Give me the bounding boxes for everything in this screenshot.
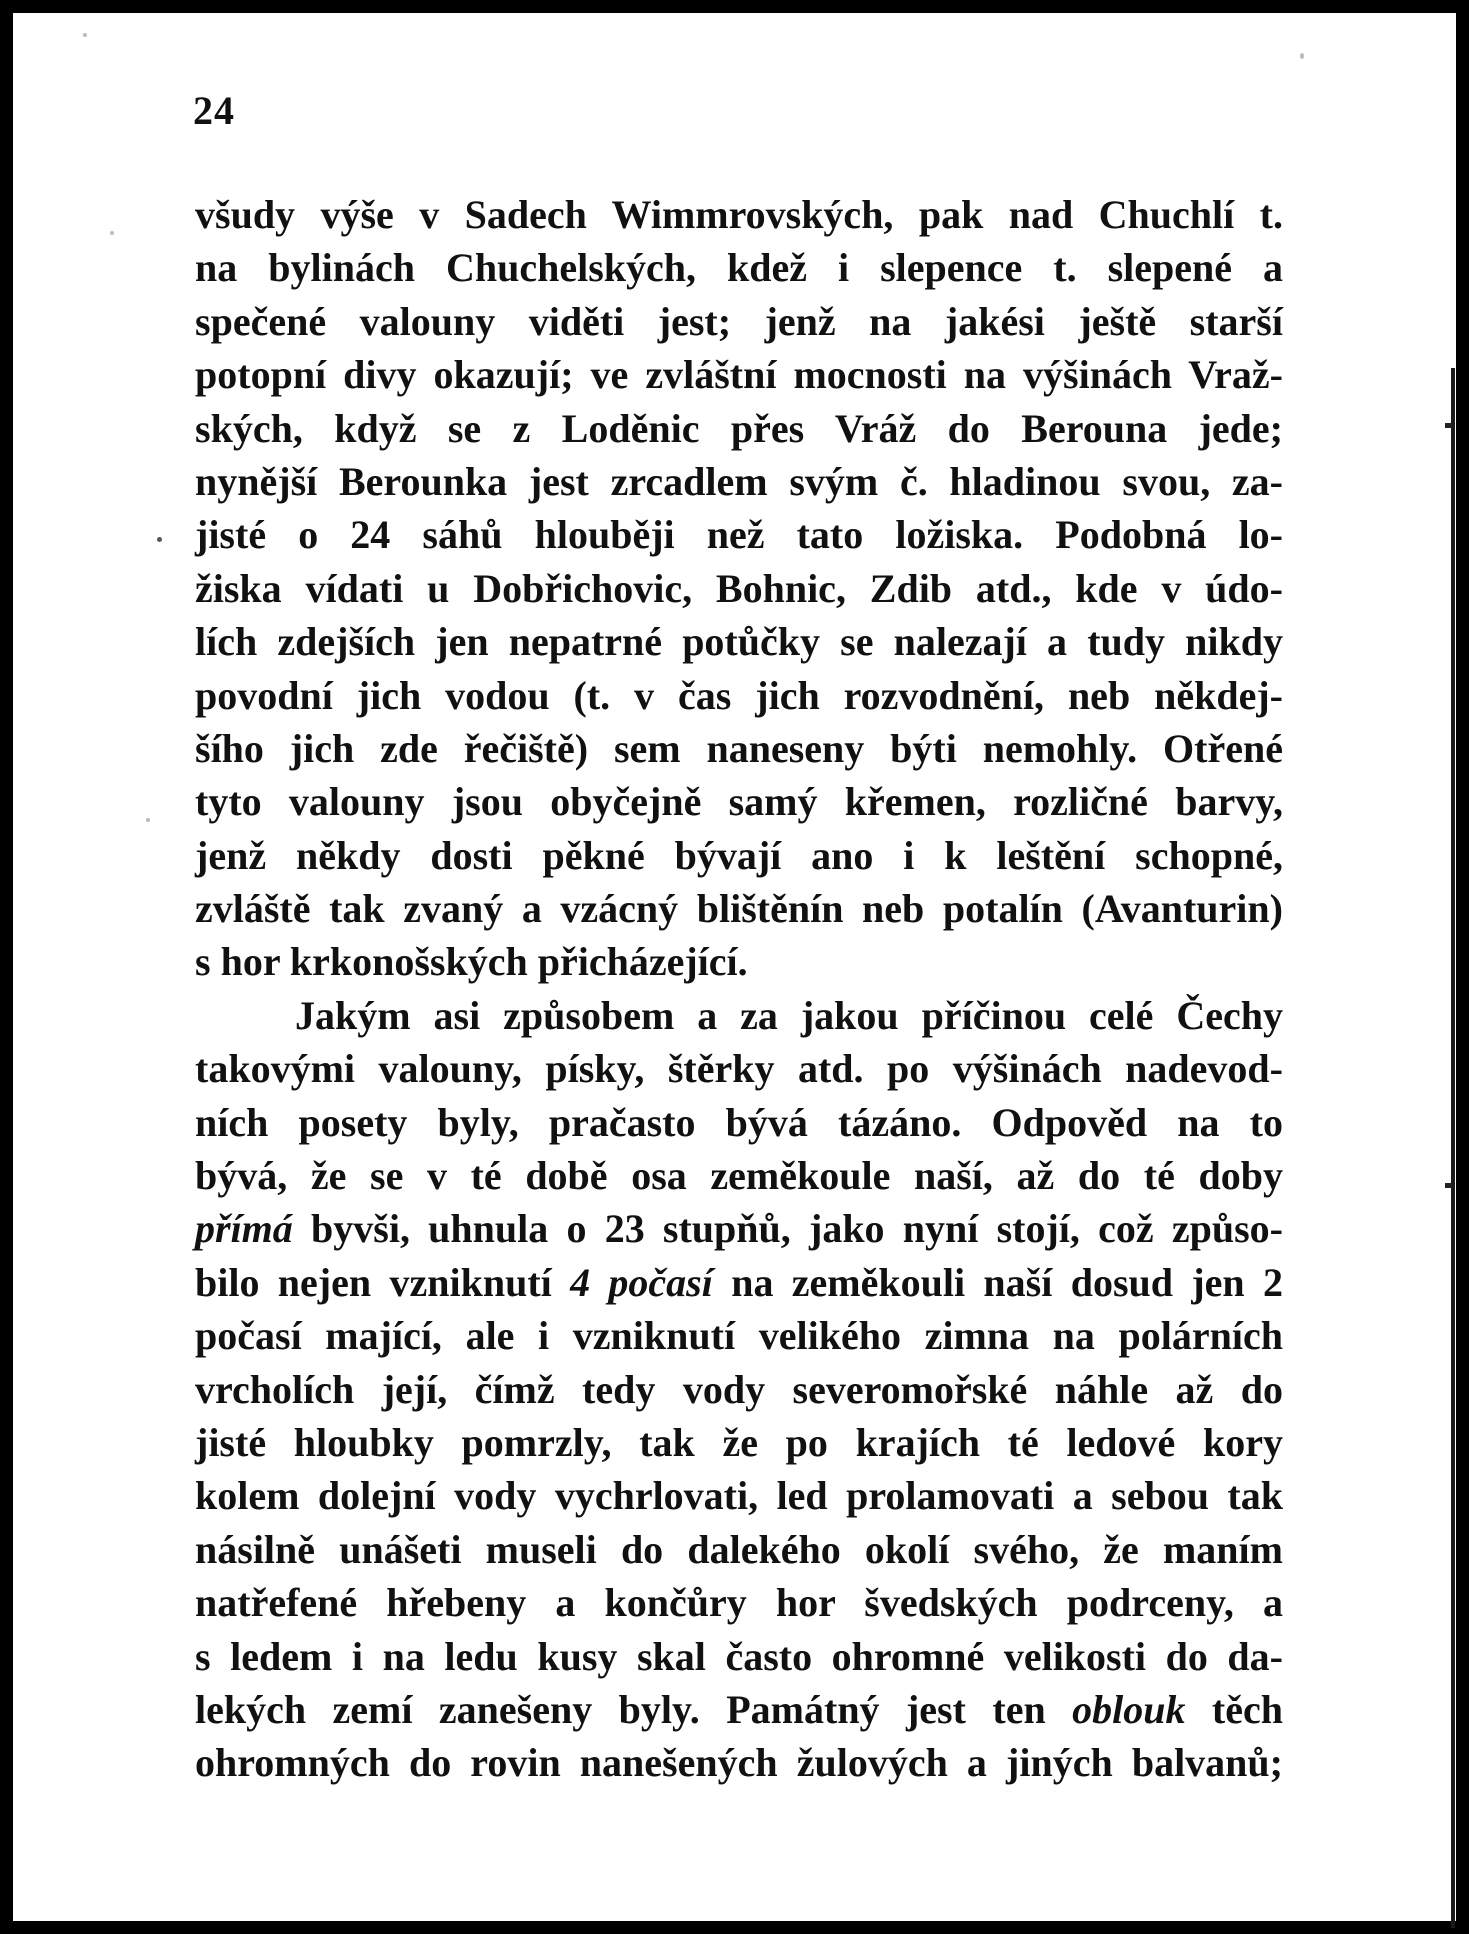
text-line-start: bilo nejen vzniknutí [195,1259,571,1305]
text-line: ohromných do rovin nanešených žulových a jiných balvanů; [195,1740,1283,1786]
text-line: zvláště tak zvaný a vzácný blištěnín neb potalín (Avanturin) [195,886,1283,932]
text-line: jenž někdy dosti pěkné bývají ano i k leštění schopné, [195,832,1283,878]
page-number: 24 [193,88,235,133]
text-line: všudy výše v Sadech Wimmrovských, pak nad Chuchlí t. [195,192,1283,237]
text-line-end: byvši, uhnula o 23 stupňů, jako nyní stojí, což způso- [292,1206,1283,1252]
text-line: jisté hloubky pomrzly, tak že po krajích té ledové kory [195,1419,1283,1465]
scan-speck [146,818,150,822]
text-line: násilně unášeti museli do dalekého okolí svého, že maním [195,1526,1283,1572]
text-line: povodní jich vodou (t. v čas jich rozvodnění, neb někdej- [195,672,1283,718]
page-edge-mark [1445,1183,1453,1188]
text-line: s ledem i na ledu kusy skal často ohromné velikosti do da- [195,1633,1283,1679]
text-line: lích zdejších jen nepatrné potůčky se nalezají a tudy nikdy [195,619,1283,665]
text-line: bývá, že se v té době osa zeměkoule naší, až do té doby [195,1153,1283,1199]
text-line-start: lekých zemí zanešeny byly. Památný jest ten [195,1686,1073,1732]
scan-speck [1300,53,1304,59]
text-line: spečené valouny viděti jest; jenž na jakési ještě starší [195,298,1283,344]
emphasis-text: oblouk [1072,1686,1186,1732]
page-edge-shadow [1451,368,1455,1928]
scan-speck [110,231,114,235]
text-line [195,1683,1283,1736]
text-line: jisté o 24 sáhů hlouběji než tato ložiska. Podobná lo- [195,512,1283,558]
text-line: šího jich zde řečiště) sem naneseny býti nemohly. Otřené [195,725,1283,771]
text-line: s hor krkonošských přicházející. [195,939,748,985]
body-text [195,188,1283,1790]
text-line: natřefené hřebeny a končůry hor švedských podrceny, a [195,1580,1283,1626]
scan-speck [157,537,162,542]
emphasis-text: přímá [195,1206,293,1252]
text-line: na bylinách Chuchelských, kdež i slepence t. slepené a [195,245,1283,291]
text-line: nynější Berounka jest zrcadlem svým č. hladinou svou, za- [195,458,1283,504]
text-line: ských, když se z Loděnic přes Vráž do Berouna jede; [195,405,1283,451]
text-line: Jakým asi způsobem a za jakou příčinou celé Čechy [295,992,1283,1038]
text-line: takovými valouny, písky, štěrky atd. po výšinách nadevod- [195,1046,1283,1092]
text-line: potopní divy okazují; ve zvláštní mocnosti na výšinách Vraž- [195,352,1283,398]
scan-speck [83,33,87,37]
text-line [195,1256,1283,1309]
text-line [195,1202,1283,1255]
book-page [13,13,1456,1921]
emphasis-text: 4 počasí [570,1259,713,1305]
text-line: ních posety byly, pračasto bývá tázáno. Odpověd na to [195,1099,1283,1145]
text-line-end: těch [1185,1686,1283,1732]
text-line: tyto valouny jsou obyčejně samý křemen, rozličné barvy, [195,779,1283,825]
page-edge-mark [1445,423,1453,428]
text-line-end: na zeměkouli naší dosud jen 2 [712,1259,1283,1305]
text-line: počasí mající, ale i vzniknutí velikého zimna na polárních [195,1313,1283,1359]
text-line: žiska vídati u Dobřichovic, Bohnic, Zdib atd., kde v údo- [195,565,1283,611]
text-line: vrcholích její, čímž tedy vody severomořské náhle až do [195,1366,1283,1412]
text-line: kolem dolejní vody vychrlovati, led prolamovati a sebou tak [195,1473,1283,1519]
